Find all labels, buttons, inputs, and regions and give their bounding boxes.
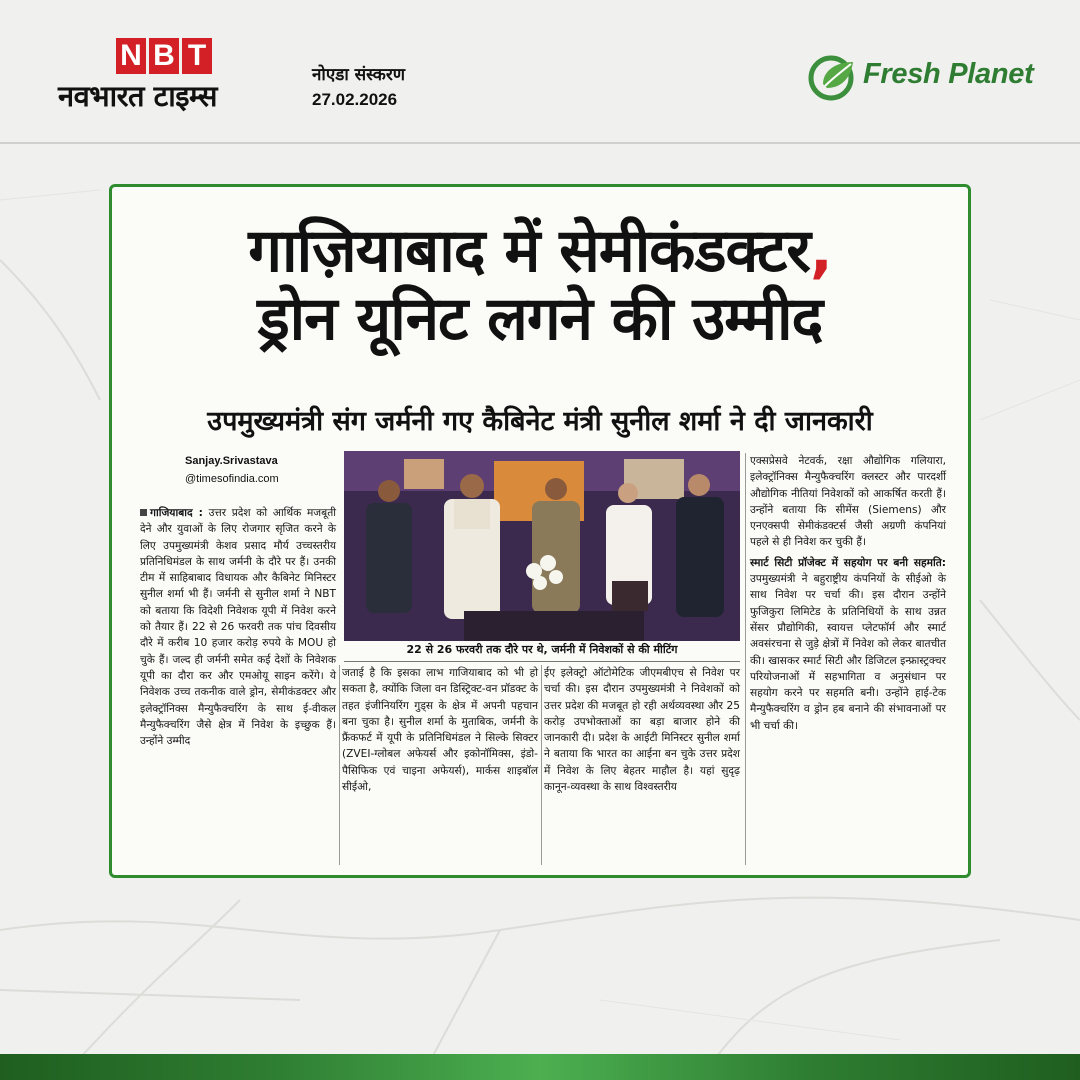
article-column-3: [544, 665, 740, 795]
column-text: एक्सप्रेसवे नेटवर्क, रक्षा औद्योगिक गलियारा, इलेक्ट्रॉनिक्स मैन्युफैक्चरिंग क्लस्टर और पारदर्शी औद्योगिक नीतियां निवेशकों को आकर्षित करती हैं। उन्होंने बताया कि सीमेंस (Siemens) और एनएक्सपी सेमीकंडक्टर्स जैसी अग्रणी कंपनियां पहले से ही निवेश कर चुकी हैं।: [750, 455, 946, 549]
fresh-planet-logo: [805, 48, 1065, 108]
article-column-2: [342, 665, 538, 795]
headline-line-1: गाज़ियाबाद में सेमीकंडक्टर: [248, 216, 810, 286]
column-divider: [745, 453, 746, 865]
headline: [112, 217, 968, 353]
column-text: जताई है कि इसका लाभ गाजियाबाद को भी हो सकता है, क्योंकि जिला वन डिस्ट्रिक्ट-वन प्रॉडक्ट के तहत इंजीनियरिंग गुड्स के क्षेत्र में अपनी पहचान बना चुका है। सुनील शर्मा के मुताबिक, जर्मनी के फ्रैंकफर्ट में यूपी के प्रतिनिधिमंडल ने सिल्के सिक्टर (ZVEI-ग्लोबल अफेयर्स और इकोनॉमिक्स, इंडो-पैसिफिक एवं चाइना अफेयर्स), मार्कस शाइबॉल सीईओ,: [342, 667, 538, 794]
footer-band: [0, 1054, 1080, 1080]
edition-date: 27.02.2026: [312, 90, 398, 109]
nbt-letter: N: [116, 38, 146, 74]
brand-name: Fresh Planet: [863, 58, 1034, 90]
column-text: उत्तर प्रदेश को आर्थिक मजबूती देने और युवाओं के लिए रोजगार सृजित करने के लिए उपमुख्यमंत्री केशव प्रसाद मौर्य उच्चस्तरीय प्रतिनिधिमंडल के साथ जर्मनी के दौरे पर हैं। उनकी टीम में साहिबाबाद विधायक और कैबिनेट मिनिस्टर सुनील शर्मा भी हैं। जर्मनी से सुनील शर्मा ने NBT को बताया कि विदेशी निवेशक यूपी में निवेश करने को तैयार हैं। 22 से 26 फरवरी तक पांच दिवसीय दौरे में करीब 10 हजार करोड़ रुपये के MOU हो चुके हैं। जल्द ही जर्मनी समेत कई देशों के निवेशक यूपी का दौरा कर और एमओयू साइन करेंगे। ये निवेशक उच्च तकनीक वाले ड्रोन, सेमीकंडक्टर और इलेक्ट्रॉनिक्स मैन्युफैक्चरिंग के साथ ई-वीकल मैन्युफैक्चरिंग जैसे क्षेत्र में निवेश के इच्छुक हैं। उन्होंने उम्मीद: [140, 507, 337, 748]
byline-name: Sanjay.Srivastava: [185, 455, 278, 467]
column-divider: [339, 665, 340, 865]
header-divider: [0, 142, 1080, 144]
nbt-badge: [116, 38, 212, 74]
column-divider: [541, 665, 542, 865]
group-photo-image: [344, 451, 740, 641]
article-column-4: [750, 453, 946, 734]
page-header: [0, 0, 1080, 140]
column-text: ईए इलेक्ट्रो ऑटोमेटिक जीएमबीएच से निवेश पर चर्चा की। इस दौरान उपमुख्यमंत्री ने निवेशकों को उत्तर प्रदेश की मजबूत हो रही अर्थव्यवस्था और 25 करोड़ उपभोक्ताओं का बड़ा बाजार होने की जानकारी दी। प्रदेश के आईटी मिनिस्टर सुनील शर्मा ने बताया कि भारत का आईना बन चुके उत्तर प्रदेश में निवेश के लिए बेहतर माहौल है। यहां सुदृढ़ कानून-व्यवस्था के साथ विश्वस्तरीय: [544, 667, 740, 794]
photo-caption: 22 से 26 फरवरी तक दौरे पर थे, जर्मनी में निवेशकों से की मीटिंग: [344, 642, 740, 662]
subheadline: उपमुख्यमंत्री संग जर्मनी गए कैबिनेट मंत्री सुनील शर्मा ने दी जानकारी: [207, 406, 873, 437]
dateline: गाजियाबाद :: [150, 507, 203, 519]
nbt-letter: T: [182, 38, 212, 74]
edition-label: नोएडा संस्करण: [312, 65, 406, 85]
news-clipping: [109, 184, 971, 878]
headline-line-2: ड्रोन यूनिट लगने की उम्मीद: [257, 284, 823, 354]
leaf-icon: [805, 50, 861, 106]
headline-comma: ,: [809, 216, 832, 286]
nbt-letter: B: [149, 38, 179, 74]
byline-email: @timesofindia.com: [185, 473, 279, 485]
column-text: उपमुख्यमंत्री ने बहुराष्ट्रीय कंपनियों के सीईओ के साथ निवेश पर चर्चा की। इस दौरान उन्होंने फुजिकुरा लिमिटेड के प्रतिनिधियों के साथ उन्नत सेंसर प्रौद्योगिकी, स्वायत्त प्लेटफॉर्म और स्मार्ट अवसंरचना से जुड़े क्षेत्रों में निवेश को लेकर बातचीत की। खासकर स्मार्ट सिटी और डिजिटल इन्फ्रास्ट्रक्चर परियोजनाओं में सहभागिता व अनुसंधान पर सहयोग करने पर सहमति बनी। उन्होंने हाई-टेक मैन्युफैक्चरिंग व ड्रोन हब बनाने की संभावनाओं पर भी चर्चा की।: [750, 573, 946, 732]
nbt-name: नवभारत टाइम्स: [58, 79, 217, 113]
article-column-1: [140, 505, 336, 749]
square-bullet-icon: [140, 509, 147, 516]
section-subheading: स्मार्ट सिटी प्रॉजेक्ट में सहयोग पर बनी सहमति:: [750, 556, 946, 569]
nbt-logo: [58, 38, 288, 118]
article-photo: [344, 451, 740, 641]
